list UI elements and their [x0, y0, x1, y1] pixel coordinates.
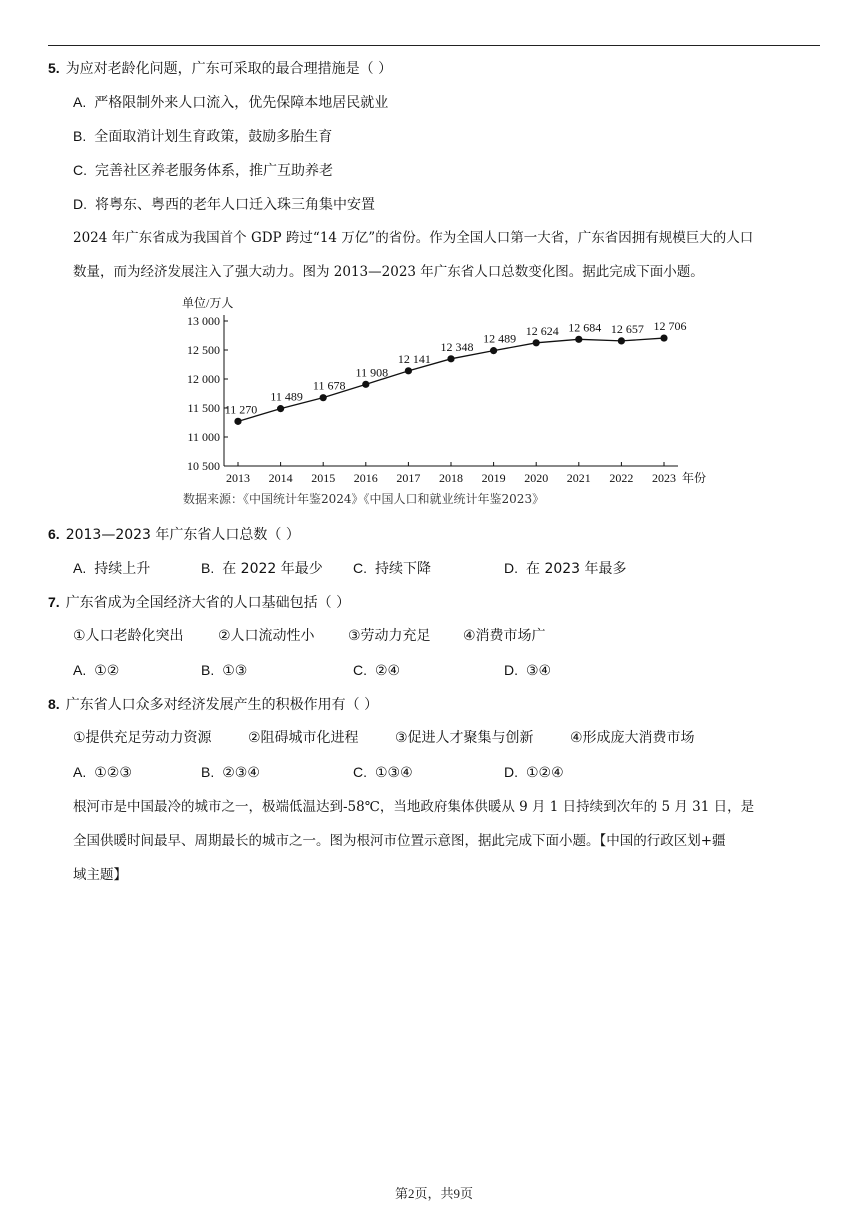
y-tick-label: 12 000 — [187, 372, 220, 386]
data-label: 12 348 — [440, 339, 474, 354]
data-point — [320, 394, 327, 401]
question-8-option-d — [504, 762, 564, 783]
option-text: 在 2023 年最多 — [526, 561, 627, 577]
question-6-option-a — [73, 558, 150, 579]
data-label: 12 657 — [610, 321, 644, 336]
question-8-stem — [48, 694, 378, 715]
option-letter: C. — [73, 162, 87, 178]
x-tick-label: 2017 — [396, 471, 421, 485]
question-7-item-4: ④消费市场广 — [463, 628, 546, 644]
data-label: 12 141 — [397, 351, 431, 366]
question-7-item-2: ②人口流动性小 — [218, 628, 315, 644]
option-text: 持续上升 — [94, 561, 151, 577]
data-label: 12 624 — [525, 323, 559, 338]
question-8-option-a — [73, 762, 132, 783]
data-label: 12 489 — [483, 331, 517, 346]
data-point — [575, 336, 582, 343]
question-5-option-b — [73, 126, 332, 147]
x-tick-label: 2020 — [524, 471, 549, 485]
data-label: 11 489 — [270, 389, 303, 404]
question-number: 6. — [48, 526, 60, 542]
option-letter: D. — [504, 560, 518, 576]
question-8-item-4: ④形成庞大消费市场 — [570, 730, 695, 746]
option-letter: A. — [73, 94, 87, 110]
y-axis-label: 单位/万人 — [182, 296, 234, 310]
question-7-option-a — [73, 660, 119, 681]
question-8-item-1: ①提供充足劳动力资源 — [73, 730, 212, 746]
question-8-option-b — [201, 762, 260, 783]
passage-1-line-2: 数量，而为经济发展注入了强大动力。图为 2013—2023 年广东省人口总数变化图。据此完成下面小题。 — [73, 264, 704, 280]
option-text: 完善社区养老服务体系，推广互助养老 — [95, 163, 333, 179]
option-letter: B. — [201, 560, 215, 576]
option-text: ①③ — [222, 663, 248, 679]
data-point — [405, 367, 412, 374]
x-tick-label: 2022 — [609, 471, 634, 485]
option-text: 持续下降 — [375, 561, 431, 577]
question-number: 8. — [48, 696, 60, 712]
x-tick-label: 2015 — [311, 471, 336, 485]
question-text: 广东省人口众多对经济发展产生的积极作用有（ ） — [65, 697, 379, 713]
x-tick-label: 2016 — [353, 471, 378, 485]
question-5-option-d — [73, 194, 375, 215]
option-letter: C. — [353, 560, 367, 576]
question-5-option-c — [73, 160, 333, 181]
option-text: 在 2022 年最少 — [222, 561, 323, 577]
question-7-item-3: ③劳动力充足 — [348, 628, 431, 644]
data-point — [533, 339, 540, 346]
question-6-option-c — [353, 558, 431, 579]
y-tick-label: 11 500 — [187, 401, 220, 415]
y-tick-label: 12 500 — [187, 343, 220, 357]
question-7-option-b — [201, 660, 247, 681]
x-tick-label: 2021 — [566, 471, 591, 485]
passage-1-line-1: 2024 年广东省成为我国首个 GDP 跨过“14 万亿”的省份。作为全国人口第一大省，广东省因拥有规模巨大的人口 — [73, 230, 754, 246]
x-tick-label: 2014 — [268, 471, 293, 485]
data-point — [277, 405, 284, 412]
y-tick-label: 11 000 — [187, 430, 220, 444]
option-letter: D. — [504, 764, 518, 780]
option-letter: C. — [353, 662, 367, 678]
question-6-options — [73, 558, 773, 578]
x-tick-label: 2019 — [481, 471, 506, 485]
passage-2-line-3: 域主题】 — [73, 867, 127, 883]
y-tick-label: 10 500 — [187, 459, 220, 473]
question-8-options — [73, 762, 773, 782]
question-text: 2013—2023 年广东省人口总数（ ） — [65, 527, 300, 543]
option-text: ②③④ — [222, 765, 260, 781]
option-letter: B. — [201, 662, 215, 678]
passage-2-line-1: 根河市是中国最冷的城市之一，极端低温达到-58℃，当地政府集体供暖从 9 月 1 日持续到次年的 5 月 31 日，是 — [73, 799, 755, 815]
question-8-item-2: ②阻碍城市化进程 — [248, 730, 359, 746]
y-tick-label: 13 000 — [187, 314, 220, 328]
option-text: ①②④ — [526, 765, 564, 781]
question-8-items — [73, 728, 773, 748]
option-letter: A. — [73, 560, 87, 576]
option-text: ①②③ — [94, 765, 132, 781]
data-point — [660, 334, 667, 341]
option-letter: C. — [353, 764, 367, 780]
x-tick-label: 2023 — [652, 471, 676, 485]
question-7-option-c — [353, 660, 400, 681]
option-text: 全面取消计划生育政策，鼓励多胎生育 — [94, 129, 333, 145]
data-label: 11 678 — [312, 378, 346, 393]
question-6-stem — [48, 524, 300, 545]
data-point — [618, 337, 625, 344]
option-letter: A. — [73, 764, 87, 780]
question-text: 为应对老龄化问题，广东可采取的最合理措施是（ ） — [65, 61, 393, 77]
option-text: ③④ — [526, 663, 552, 679]
option-letter: B. — [73, 128, 87, 144]
data-point — [234, 418, 241, 425]
x-tick-label: 2013 — [226, 471, 250, 485]
question-6-option-d — [504, 558, 627, 579]
data-label: 11 270 — [224, 402, 258, 417]
question-number: 5. — [48, 60, 60, 76]
question-number: 7. — [48, 594, 60, 610]
question-8-option-c — [353, 762, 413, 783]
option-text: ①③④ — [375, 765, 413, 781]
question-5-stem — [48, 58, 392, 79]
question-7-item-1: ①人口老龄化突出 — [73, 628, 184, 644]
option-letter: D. — [504, 662, 518, 678]
population-line-chart — [170, 295, 730, 510]
option-letter: B. — [201, 764, 215, 780]
chart-svg — [170, 295, 730, 490]
option-text: 严格限制外来人口流入，优先保障本地居民就业 — [94, 95, 389, 111]
page-footer: 第2页，共9页 — [394, 1186, 473, 1201]
question-7-items — [73, 626, 773, 646]
passage-2-line-2: 全国供暖时间最早、周期最长的城市之一。图为根河市位置示意图，据此完成下面小题。【中国的行政区划+疆 — [73, 833, 726, 849]
data-label: 12 684 — [568, 320, 602, 335]
data-point — [490, 347, 497, 354]
data-label: 12 706 — [653, 319, 687, 334]
data-point — [362, 381, 369, 388]
question-8-item-3: ③促进人才聚集与创新 — [395, 730, 534, 746]
data-label: 11 908 — [355, 365, 389, 380]
question-7-option-d — [504, 660, 551, 681]
option-text: 将粤东、粤西的老年人口迁入珠三角集中安置 — [95, 197, 375, 213]
question-7-stem — [48, 592, 350, 613]
chart-source: 数据来源：《中国统计年鉴2024》《中国人口和就业统计年鉴2023》 — [183, 492, 545, 506]
x-tick-label: 2018 — [439, 471, 463, 485]
data-point — [447, 355, 454, 362]
question-7-options — [73, 660, 773, 680]
question-5-option-a — [73, 92, 388, 113]
option-text: ②④ — [375, 663, 401, 679]
option-text: ①② — [94, 663, 120, 679]
option-letter: A. — [73, 662, 87, 678]
option-letter: D. — [73, 196, 87, 212]
question-text: 广东省成为全国经济大省的人口基础包括（ ） — [65, 595, 351, 611]
x-axis-label: 年份 — [682, 471, 707, 485]
question-6-option-b — [201, 558, 323, 579]
top-rule — [48, 45, 820, 46]
